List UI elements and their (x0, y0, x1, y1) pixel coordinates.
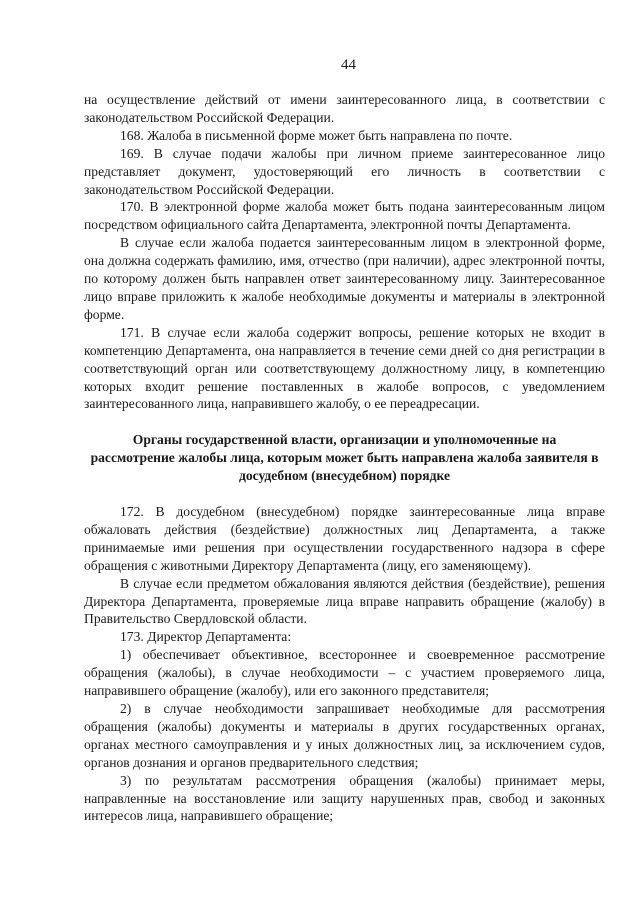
section-gap (84, 485, 605, 503)
paragraph-168: 168. Жалоба в письменной форме может быть направлена по почте. (120, 127, 513, 143)
paragraph-173: 173. Директор Департамента: (120, 629, 292, 645)
section-heading: Органы государственной власти, организации и уполномоченные на рассмотрение жалобы лица, которым может быть направлена жалоба заявителя в досудебном (внесудебном) порядке (90, 432, 599, 484)
paragraph-171: 171. В случае если жалоба содержит вопросы, решение которых не входит в компетенцию Департамента, она направляется в течение семи дней со дня регистрации в соответствующий орган или соответствующему должностному лицу, в компетенцию которых входит решение поставленных в жалобе вопросов, с уведомлением заинтересованного лица, направившего жалобу, о ее переадресации. (84, 324, 605, 412)
paragraph-172: 172. В досудебном (внесудебном) порядке заинтересованные лица вправе обжаловать действия (бездействие) должностных лиц Департамента, а также принимаемые ими решения при осуществлении государственного надзора в сфере обращения с животными Директору Департамента (лицу, его заменяющему). (84, 504, 605, 573)
paragraph-170: 170. В электронной форме жалоба может быть подана заинтересованным лицом посредством официального сайта Департамента, электронной почты Департамента. (84, 199, 605, 233)
paragraph-169: 169. В случае подачи жалобы при личном приеме заинтересованное лицо представляет документ, удостоверяющий его личность в соответствии с законодательством Российской Федерации. (84, 145, 605, 197)
paragraph-170-electronic: В случае если жалоба подается заинтересованным лицом в электронной форме, она должна содержать фамилию, имя, отчество (при наличии), адрес электронной почты, по которому должен быть направлен ответ заинтересованному лицу. Заинтересованное лицо вправе приложить к жалобе необходимые документы и материалы в электронной форме. (84, 235, 605, 322)
list-item-3: 3) по результатам рассмотрения обращения (жалобы) принимает меры, направленные на восстановление или защиту нарушенных прав, свобод и законных интересов лица, направившего обращение; (84, 772, 605, 824)
paragraph-172-appeal: В случае если предметом обжалования являются действия (бездействие), решения Директора Департамента, проверяемые лица вправе направить обращение (жалобу) в Правительство Свердловской области. (84, 575, 605, 627)
paragraph-continuation: на осуществление действий от имени заинтересованного лица, в соответствии с законодательством Российской Федерации. (84, 92, 605, 125)
list-item-1: 1) обеспечивает объективное, всестороннее и своевременное рассмотрение обращения (жалобы), в случае необходимости – с участием проверяемого лица, направившего обращение (жалобу), или его законного представителя; (84, 647, 605, 699)
page-number: 44 (341, 57, 356, 73)
list-item-2: 2) в случае необходимости запрашивает необходимые для рассмотрения обращения (жалобы) документы и материалы в других государственных органах, органах местного самоуправления и у иных должностных лиц, за исключением судов, органов дознания и органов предварительного следствия; (84, 701, 605, 770)
section-gap (84, 413, 605, 431)
